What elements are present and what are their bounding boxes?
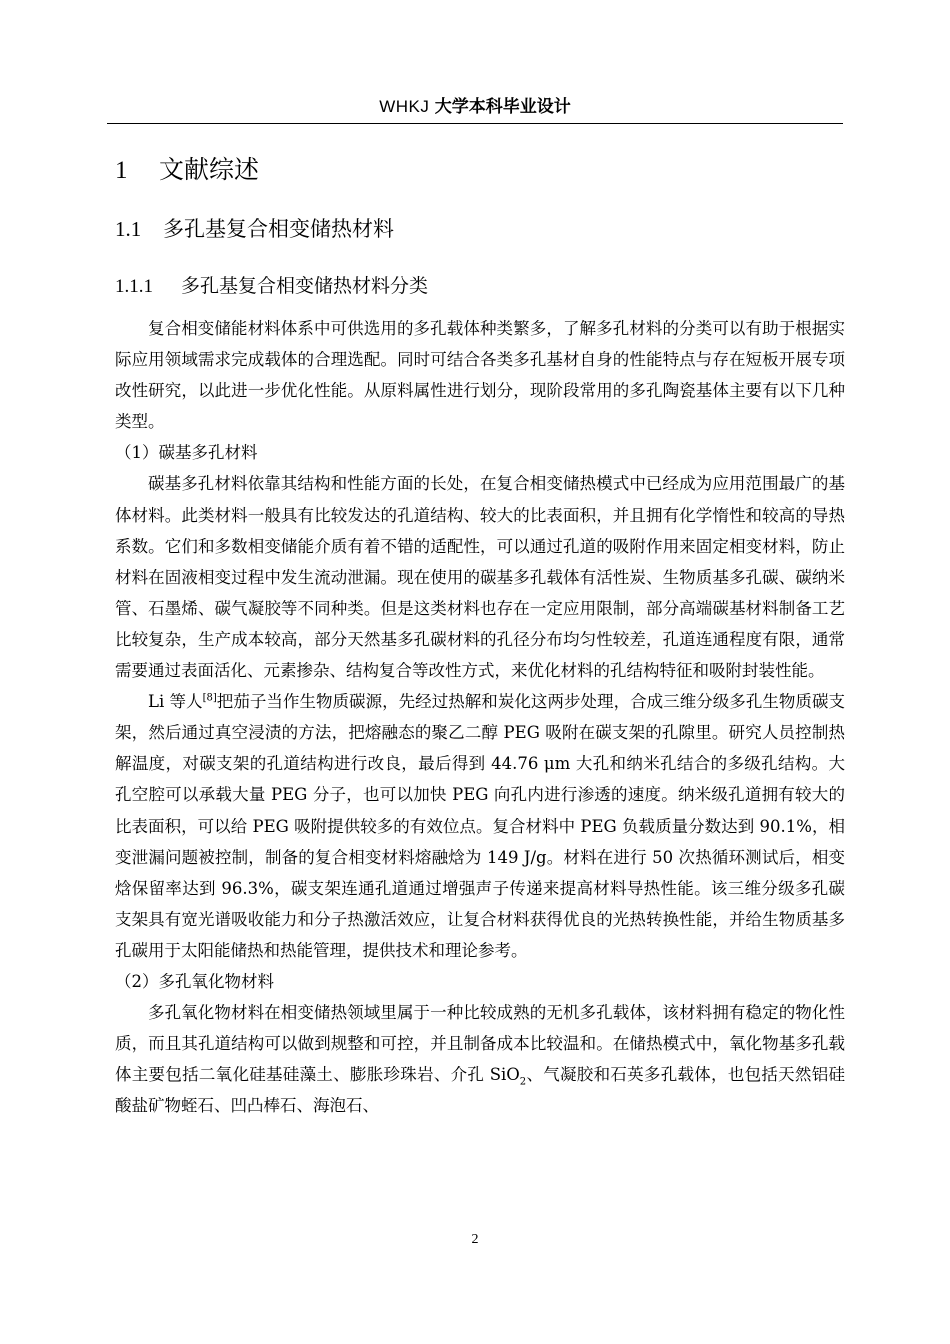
body-text: [115, 313, 845, 1121]
citation-ref: [8]: [202, 692, 217, 704]
li-lead: Li 等人: [148, 692, 203, 712]
running-header: [107, 92, 843, 122]
section-heading: [115, 212, 394, 246]
header-school: WHKJ: [379, 97, 430, 116]
chapter-heading: [115, 150, 259, 191]
intro-paragraph: 复合相变储能材料体系中可供选用的多孔载体种类繁多，了解多孔材料的分类可以有助于根据实际应用领域需求完成载体的合理选配。同时可结合各类多孔基材自身的性能特点与存在短板开展专项改性研究，以此进一步优化性能。从原料属性进行划分，现阶段常用的多孔陶瓷基体主要有以下几种类型。: [115, 319, 845, 432]
carbon-paragraph: 碳基多孔材料依靠其结构和性能方面的长处，在复合相变储热模式中已经成为应用范围最广的基体材料。此类材料一般具有比较发达的孔道结构、较大的比表面积，并且拥有化学惰性和较高的导热系数。它们和多数相变储能介质有着不错的适配性，可以通过孔道的吸附作用来固定相变材料，防止材料在固液相变过程中发生流动泄漏。现在使用的碳基多孔载体有活性炭、生物质基多孔碳、碳纳米管、石墨烯、碳气凝胶等不同种类。但是这类材料也存在一定应用限制，部分高端碳基材料制备工艺比较复杂，生产成本较高，部分天然基多孔碳材料的孔径分布均匀性较差，孔道连通程度有限，通常需要通过表面活化、元素掺杂、结构复合等改性方式，来优化材料的孔结构特征和吸附封装性能。: [115, 474, 845, 681]
oxide-paragraph: [115, 997, 845, 1121]
section-title: 多孔基复合相变储热材料: [163, 217, 394, 241]
oxide-subscript: 2: [519, 1076, 527, 1088]
chapter-number: 1: [115, 157, 128, 184]
oxide-heading: （2）多孔氧化物材料: [115, 971, 274, 991]
oxide-body-b: 、气凝胶和石英多孔载体，也包括天然铝硅酸盐矿物蛭石、凹凸棒石、海泡石、: [115, 1065, 845, 1116]
subsection-title: 多孔基复合相变储热材料分类: [181, 275, 429, 297]
li-body: 把茄子当作生物质碳源，先经过热解和炭化这两步处理，合成三维分级多孔生物质碳支架，然后通过真空浸渍的方法，把熔融态的聚乙二醇 PEG 吸附在碳支架的孔隙里。研究人员控制热解温度，对碳支架的孔道结构进行改良，最后得到 44.76 μm 大孔和纳米孔结合的多级孔结构。大孔空腔可以承载大量 PEG 分子，也可以加快 PEG 向孔内进行渗透的速度。纳米级孔道拥有较大的比表面积，可以给 PEG 吸附提供较多的有效位点。复合材料中 PEG 负载质量分数达到 90.1%，相变泄漏问题被控制，制备的复合相变材料熔融焓为 149 J/g。材料在进行 50 次热循环测试后，相变焓保留率达到 96.3%，碳支架连通孔道通过增强声子传递来提高材料导热性能。该三维分级多孔碳支架具有宽光谱吸收能力和分子热激活效应，让复合材料获得优良的光热转换性能，并给生物质基多孔碳用于太阳能储热和热能管理，提供技术和理论参考。: [115, 692, 845, 960]
oxide-body-a: 多孔氧化物材料在相变储热领域里属于一种比较成熟的无机多孔载体，该材料拥有稳定的物化性质，而且其孔道结构可以做到规整和可控，并且制备成本比较温和。在储热模式中，氧化物基多孔载体主要包括二氧化硅基硅藻土、膨胀珍珠岩、介孔 SiO: [115, 1003, 845, 1085]
li-paragraph: [115, 686, 845, 966]
page-number: 2: [471, 1232, 479, 1247]
subsection-number: 1.1.1: [115, 276, 153, 297]
section-number: 1.1: [115, 217, 142, 241]
carbon-heading: （1）碳基多孔材料: [115, 443, 258, 463]
header-title: 大学本科毕业设计: [434, 97, 571, 117]
chapter-title: 文献综述: [159, 155, 260, 184]
subsection-heading: [115, 270, 428, 303]
header-rule: [107, 123, 843, 124]
